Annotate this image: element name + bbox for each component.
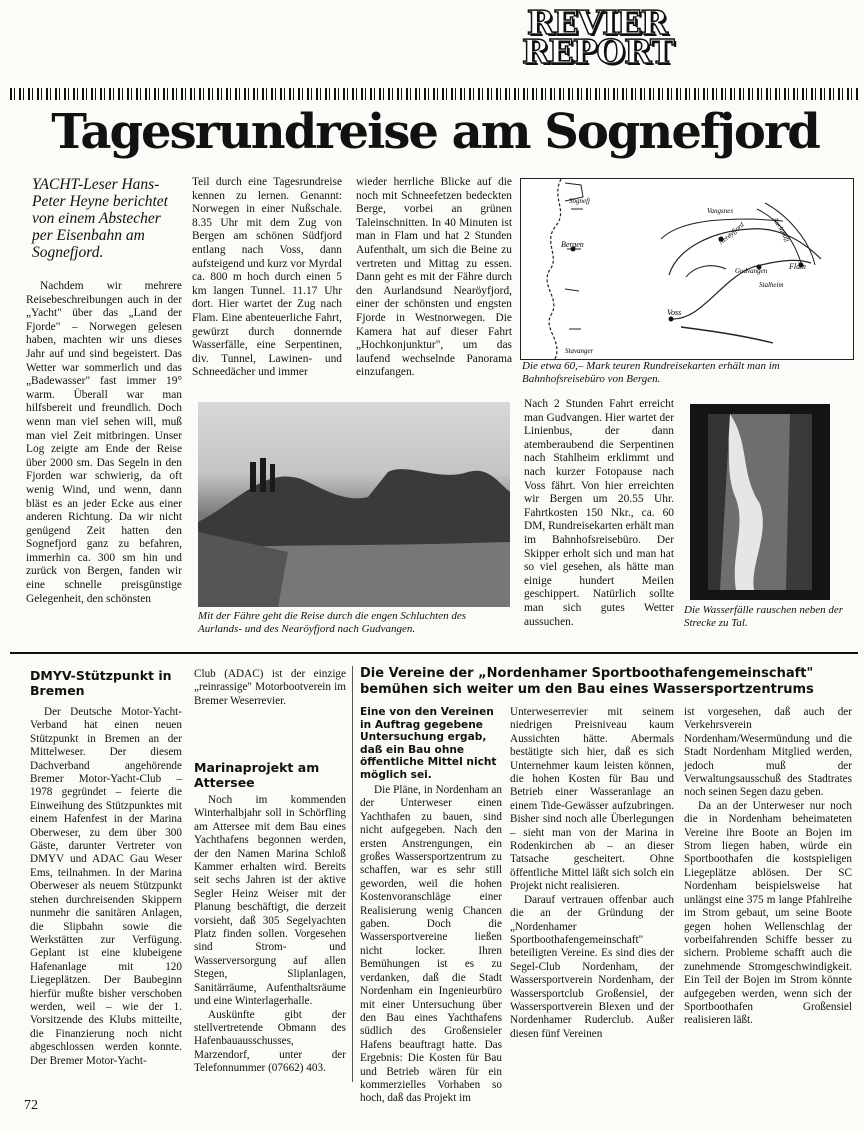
map-label: Aurlandfj	[771, 216, 792, 244]
section-divider	[10, 652, 858, 654]
map-label: Sognefj	[569, 197, 590, 205]
waterfall-photo-graphic	[690, 404, 830, 600]
page-number: 72	[24, 1098, 38, 1113]
route-map	[520, 178, 854, 360]
article-column-1	[26, 280, 182, 606]
marina-headline: Marinaprojekt am Attersee	[194, 760, 320, 790]
waterfall-photo	[690, 404, 830, 600]
nordenham-text: Die Pläne, in Nordenham an der Unterweser einen Yachthafen zu bauen, sind nicht aufgegeben. Nach den ersten Anstrengungen, ein großes Wassersportzentrum zu schaffen, war es sehr still geworden, weil die hohen Kostenvoranschläge einer Realisierung wenig Chancen gaben. Doch die Wassersportvereine ließen nicht locker. Ihren Bemühungen ist es zu verdanken, daß die Stadt Nordenham ein Ingenieurbüro mit einer Untersuchung über den Bau eines Yachthafens südlich des Großensieler Hafens beauftragt hatte. Das Ergebnis: Die Kosten für Bau und Betrieb wären für ein kommerzielles Vorhaben so hoch, daß das Projekt im	[360, 784, 502, 1105]
article-text: Teil durch eine Tagesrundreise kennen zu lernen. Genannt: Norwegen in einer Nußschale. 8.35 Uhr mit dem Zug von Bergen am schönen Südfjord entlang nach Voss, dann aufsteigend und kurz vor Myrdal ca. 800 m hoch durch einen 5 km langen Tunnel. 11.17 Uhr dort. Hier wartet der Zug nach Flam. Eine abenteuerliche Fahrt, gewürzt durch donnernde Wasserfälle, eine Serpentinen, div. Tunnel, Lawinen- und Schneedächer und immer	[192, 176, 342, 379]
article-text: wieder herrliche Blicke auf die noch mit Schneefetzen bedeckten Berge, vorbei an grünen Taleinschnitten. In 40 Minuten ist man in Flam und hat 2 Stunden Aufenthalt, um sich die Beine zu vertreten und Mittag zu essen. Dann geht es mit der Fähre durch den Aurlandsund Nearöyfjord, einer der schönsten und engsten Fjorde in Westnorwegen. Die Kamera hat auf dieser Fahrt „Hochkonjunktur", um das laufend wechselnde Panorama einzufangen.	[356, 176, 512, 379]
map-caption: Die etwa 60,– Mark teuren Rundreisekarten erhält man im Bahnhofsreisebüro von Bergen.	[522, 360, 780, 385]
marina-column	[194, 794, 346, 1076]
intro-text: YACHT-Leser Hans-Peter Heyne berichtet von einem Abstecher per Eisenbahn am Sognefjord.	[32, 176, 168, 261]
map-label: Voss	[667, 308, 682, 317]
map-label: Stavanger	[565, 347, 594, 355]
article-column-3	[356, 176, 512, 380]
article-column-4	[524, 398, 674, 629]
marina-text-contact: Auskünfte gibt der stellvertretende Obmann des Hafenbauausschusses, Marzendorf, unter der Telefonnummer (07662) 403.	[194, 1008, 346, 1075]
page-title: Tagesrundreise am Sognefjord	[51, 104, 819, 160]
map-label: Gudvangen	[735, 267, 768, 275]
dmyv-column-1	[30, 706, 182, 1068]
marina-text: Noch im kommenden Winterhalbjahr soll in Schörfling am Attersee mit dem Bau eines Yachthafens begonnen werden, der den Namen Marina Schloß Kammer erhalten wird. Bereits seit sechs Jahren ist der aktive Segler Heinz Weiser mit der Planung beschäftigt, die derzeit vorsieht, daß 305 Segelyachten Platz finden sollen. Vorgesehen sind Strom- und Wasserversorgung auf allen Stegen, Sliplanlagen, Sanitärräume, Aufenthaltsräume und eine Winterlagerhalle.	[194, 794, 346, 1008]
logo-line-revier: REVIER	[526, 3, 668, 42]
nordenham-text: Darauf vertrauen offenbar auch die an der Gründung der „Nordenhamer Sportboothafengemeinschaft" beteiligten Vereine. Es sind dies der Segel-Club Nordenham, der Wassersportverein Nordenham, der Wassersportclub Großensiel, der Wassersportverein Blexen und der Nordenhamer Ruderclub. Außer diesen fünf Vereinen	[510, 893, 674, 1040]
map-label: Nerøyfjord	[717, 220, 746, 247]
article-column-2	[192, 176, 342, 380]
nordenham-text: Unterweserrevier mit seinem niedrigen Preisniveau kaum Aussichten hätte. Abermals bestätigte sich hier, daß es sich Unternehmer kaum leisten können, die hohen Kosten für Bau und Betrieb einer Wasseranlage an einem Tide-Gewässer aufzubringen. Bisher sind noch alle Überlegungen – sieht man von der Marina in Rodenkirchen ab – an dieser Tatsache gescheitert. Ohne öffentliche Mittel läßt sich solch ein Projekt nicht realisieren.	[510, 706, 674, 893]
map-label: Stalheim	[759, 281, 784, 289]
nordenham-column-1	[360, 784, 502, 1106]
revier-report-logo	[522, 3, 674, 71]
column-divider	[352, 666, 353, 1082]
ferry-photo-graphic	[198, 402, 510, 607]
map-graphic	[521, 179, 853, 359]
article-text: Nachdem wir mehrere Reisebeschreibungen auch in der „Yacht" über das „Land der Fjorde" – Norwegen gelesen haben, machten wir uns dieses Jahr auf und sind begeistert. Das Wetter war sommerlich und das „Badewasser" fast immer 19° warm. Überall war man hilfsbereit und freundlich. Doch wenn man viel sehen will, muß man viel Zeit mitbringen. Unser Log zeigte am Ende der Reise über 2000 sm. Das Segeln in den Fjorden war schwierig, da oft wenig Wind, und wenn, dann bläst es an jeder Ecke aus einer anderen Richtung. Da wir nicht genügend Zeit hatten den Sognefjord ganz zu befahren, immerhin ca. 300 sm hin und zurück von Bergen, fanden wir eine schnelle preisgünstige Gelegenheit, den schönsten	[26, 280, 182, 605]
nordenham-column-3	[684, 706, 852, 1028]
dmyv-headline: DMYV-Stützpunkt in Bremen	[30, 668, 172, 698]
dmyv-column-2	[194, 668, 346, 708]
nordenham-column-2	[510, 706, 674, 1041]
dmyv-text-continued: Club (ADAC) ist der einzige „reinrassige" Motorbootverein im Bremer Weserrevier.	[194, 668, 346, 707]
nordenham-text: Da an der Unterweser nur noch die in Nordenham beheimateten Vereine ihre Boote an Bojen im Strom liegen haben, würde ein Sportboothafen die kostspieligen Liegeplätze ablösen. Der SC Nordenham beispielsweise hat unlängst eine 375 m lange Pfahlreihe im Strom gebaut, um seine Boote gegen hohen Wellenschlag der vorbeifahrenden Schiffe besser zu sichern. Probleme schafft auch die zunehmende Stromgeschwindigkeit. Ein Teil der Bojen im Strom könnte aufgegeben werden, wenn sich der Sportboothafen Großensiel realisieren läßt.	[684, 799, 852, 1027]
map-label: Flåm	[789, 262, 806, 271]
nordenham-text: ist vorgesehen, daß auch der Verkehrsverein Nordenham/Wesermündung und die Stadt Nordenham Mitglied werden, jedoch muß der Verwaltungsausschuß des Stadtrates noch seinen Segen dazu geben.	[684, 706, 852, 799]
nordenham-headline: Die Vereine der „Nordenhamer Sportboothafengemeinschaft" bemühen sich weiter um den Bau eines Wassersportzentrums	[360, 666, 814, 697]
article-text: Nach 2 Stunden Fahrt erreicht man Gudvangen. Hier wartet der Linienbus, der dann atemberaubend die Serpentinen nach Stahlheim erklimmt und nach kurzer Fotopause nach Voss fährt. Von hier erreichten wir Bergen um 20.55 Uhr. Fahrtkosten 150 Nkr., ca. 60 DM, Rundreisekarten erhält man im Bahnhofsreisebüro. Der Skipper erholt sich und man hat so viel gesehen, als hätte man einige hundert Meilen geschippert. Natürlich sollte man sich gutes Wetter aussuchen.	[524, 398, 674, 628]
map-label: Vangsnes	[707, 207, 734, 215]
map-label: Bergen	[561, 240, 584, 249]
ferry-photo-caption: Mit der Fähre geht die Reise durch die engen Schluchten des Aurlands- und des Nearöyfjord nach Gudvangen.	[198, 610, 466, 635]
header-rule	[10, 88, 858, 100]
dmyv-text: Der Deutsche Motor-Yacht-Verband hat einen neuen Stützpunkt in Bremen an der Mittelweser. Der diesem Dachverband angehörende Bremer Motor-Yacht-Club – 1978 gegründet – feierte die Einweihung des Stützpunktes mit einem Hafenfest in der Marina Oberweser, zu dem über 300 Gäste, darunter Vertreter von DMYV und ADAC Gau Weser Ems, teilnahmen. In der Marina Oberweser als neuem Stützpunkt stehen durchreisenden Skippern nunmehr die sanitären Anlagen, die Slipbahn sowie die Werkstätten zur Verfügung. Geplant ist eine klubeigene Hafenanlage mit 120 Liegeplätzen. Der Baubeginn hierfür mußte bisher verschoben werden, weil – wie der 1. Vorsitzende des Klubs mitteilte, die Finanzierung noch nicht abgeschlossen werden konnte. Der Bremer Motor-Yacht-	[30, 706, 182, 1067]
logo-line-report: REPORT	[522, 32, 674, 71]
nordenham-lead: Eine von den Vereinen in Auftrag gegebene Untersuchung ergab, daß ein Bau ohne öffentliche Mittel nicht möglich sei.	[360, 706, 497, 781]
waterfall-photo-caption: Die Wasserfälle rauschen neben der Strecke zu Tal.	[684, 604, 844, 629]
ferry-photo	[198, 402, 510, 607]
